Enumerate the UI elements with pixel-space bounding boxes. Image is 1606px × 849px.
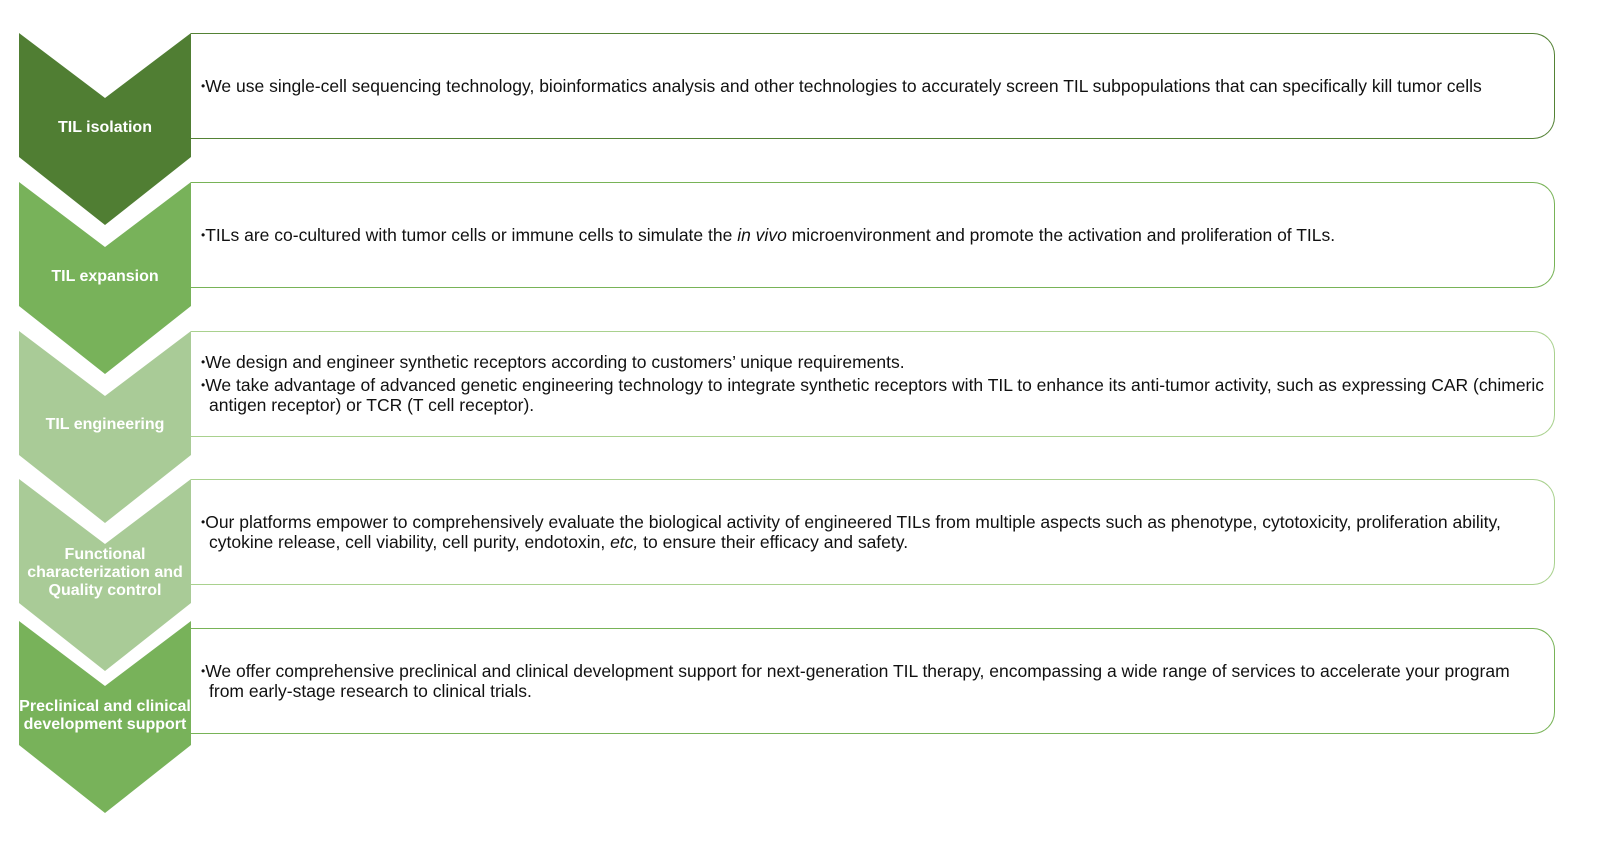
step-label-til-isolation: TIL isolation (58, 119, 152, 136)
bullet-dot-icon: • (201, 355, 206, 369)
step-description-box-1 (191, 33, 1555, 139)
bullet-item: •Our platforms empower to comprehensively evaluate the biological activity of engineered TILs from multiple aspects such as phenotype, cytotoxicity, proliferation ability, cytokine release, cell viability, cell purity, endotoxin, etc, to ensure their efficacy and safety. (201, 511, 1501, 552)
step-description-box-5 (191, 628, 1555, 734)
bullet-item: •We take advantage of advanced genetic engineering technology to integrate synthetic receptors with TIL to enhance its anti-tumor activity, such as expressing CAR (chimeric antigen receptor) or TCR (T cell receptor). (201, 375, 1545, 415)
bullet-dot-icon: • (201, 227, 206, 242)
bullet-dot-icon: • (201, 378, 206, 392)
step-description-box-3 (191, 331, 1555, 437)
bullet-item: •TILs are co-cultured with tumor cells or immune cells to simulate the in vivo microenvironment and promote the activation and proliferation of TILs. (201, 224, 1336, 245)
step-label-til-engineering: TIL engineering (45, 416, 165, 433)
bullet-item: •We use single-cell sequencing technology, bioinformatics analysis and other technologies to accurately screen TIL subpopulations that can specifically kill tumor cells (201, 75, 1482, 96)
bullet-item: •We design and engineer synthetic receptors according to customers’ unique requirements. (201, 352, 905, 372)
bullet-dot-icon: • (201, 78, 206, 93)
step-label-functional-characterization-qc: Functional characterization and Quality control (27, 546, 183, 599)
step-label-preclinical-clinical-support: Preclinical and clinical development support (19, 698, 191, 733)
step-label-til-expansion: TIL expansion (51, 268, 159, 285)
bullet-dot-icon: • (201, 663, 206, 678)
bullet-dot-icon: • (201, 514, 206, 529)
step-description-box-2 (191, 182, 1555, 288)
bullet-item: •We offer comprehensive preclinical and clinical development support for next-generation TIL therapy, encompassing a wide range of services to accelerate your program from early-stage research to clinical trials. (201, 660, 1510, 701)
step-description-box-4 (191, 479, 1555, 585)
